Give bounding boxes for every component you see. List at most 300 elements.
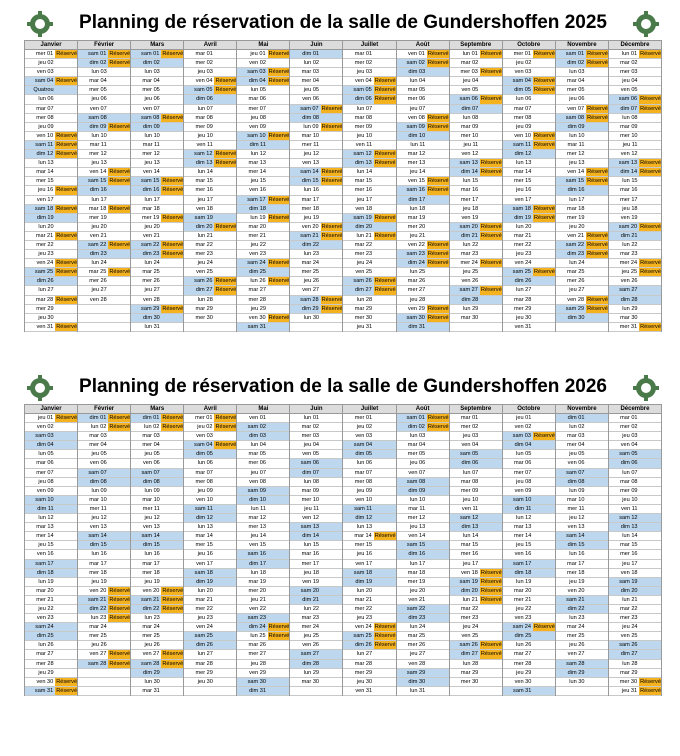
- day-cell[interactable]: [343, 77, 395, 86]
- day-cell[interactable]: [609, 123, 661, 132]
- day-cell[interactable]: [237, 168, 289, 177]
- day-cell[interactable]: [184, 132, 236, 141]
- day-cell[interactable]: [78, 487, 130, 496]
- day-cell[interactable]: [556, 578, 608, 587]
- day-cell[interactable]: [131, 487, 183, 496]
- day-cell[interactable]: [503, 669, 555, 678]
- day-cell[interactable]: [25, 478, 77, 487]
- day-cell[interactable]: [25, 50, 77, 59]
- day-cell[interactable]: [290, 268, 342, 277]
- day-cell[interactable]: [131, 323, 183, 332]
- day-cell[interactable]: [290, 660, 342, 669]
- day-cell[interactable]: [131, 305, 183, 314]
- day-cell[interactable]: [184, 68, 236, 77]
- day-cell[interactable]: [397, 232, 449, 241]
- day-cell[interactable]: [290, 523, 342, 532]
- day-cell[interactable]: [609, 105, 661, 114]
- day-cell[interactable]: [25, 596, 77, 605]
- day-cell[interactable]: [609, 223, 661, 232]
- day-cell[interactable]: [503, 641, 555, 650]
- day-cell[interactable]: [290, 605, 342, 614]
- day-cell[interactable]: [556, 678, 608, 687]
- day-cell[interactable]: [609, 77, 661, 86]
- day-cell[interactable]: [290, 541, 342, 550]
- day-cell[interactable]: [556, 478, 608, 487]
- day-cell[interactable]: [450, 223, 502, 232]
- day-cell[interactable]: [237, 614, 289, 623]
- day-cell[interactable]: [25, 641, 77, 650]
- day-cell[interactable]: [290, 650, 342, 659]
- day-cell[interactable]: [184, 259, 236, 268]
- day-cell[interactable]: [131, 132, 183, 141]
- day-cell[interactable]: [25, 514, 77, 523]
- day-cell[interactable]: [609, 205, 661, 214]
- day-cell[interactable]: [237, 205, 289, 214]
- day-cell[interactable]: [78, 141, 130, 150]
- day-cell[interactable]: [556, 286, 608, 295]
- day-cell[interactable]: [609, 660, 661, 669]
- day-cell[interactable]: [184, 505, 236, 514]
- day-cell[interactable]: [609, 159, 661, 168]
- day-cell[interactable]: [397, 141, 449, 150]
- day-cell[interactable]: [131, 469, 183, 478]
- day-cell[interactable]: [237, 450, 289, 459]
- day-cell[interactable]: [237, 186, 289, 195]
- day-cell[interactable]: [237, 560, 289, 569]
- day-cell[interactable]: [503, 232, 555, 241]
- day-cell[interactable]: [184, 532, 236, 541]
- day-cell[interactable]: [290, 469, 342, 478]
- day-cell[interactable]: [237, 587, 289, 596]
- day-cell[interactable]: [131, 296, 183, 305]
- day-cell[interactable]: [609, 414, 661, 423]
- day-cell[interactable]: [131, 541, 183, 550]
- day-cell[interactable]: [556, 123, 608, 132]
- day-cell[interactable]: [343, 268, 395, 277]
- day-cell[interactable]: [609, 469, 661, 478]
- day-cell[interactable]: [343, 323, 395, 332]
- day-cell[interactable]: [503, 478, 555, 487]
- day-cell[interactable]: [343, 650, 395, 659]
- day-cell[interactable]: [131, 569, 183, 578]
- day-cell[interactable]: [503, 214, 555, 223]
- day-cell[interactable]: [25, 669, 77, 678]
- day-cell[interactable]: [290, 678, 342, 687]
- day-cell[interactable]: [397, 186, 449, 195]
- day-cell[interactable]: [503, 196, 555, 205]
- day-cell[interactable]: [237, 223, 289, 232]
- day-cell[interactable]: [397, 623, 449, 632]
- day-cell[interactable]: [503, 587, 555, 596]
- day-cell[interactable]: [343, 432, 395, 441]
- day-cell[interactable]: [290, 50, 342, 59]
- day-cell[interactable]: [609, 86, 661, 95]
- day-cell[interactable]: [503, 550, 555, 559]
- day-cell[interactable]: [343, 687, 395, 696]
- day-cell[interactable]: [343, 114, 395, 123]
- day-cell[interactable]: [131, 669, 183, 678]
- day-cell[interactable]: [78, 469, 130, 478]
- day-cell[interactable]: [397, 687, 449, 696]
- day-cell[interactable]: [78, 569, 130, 578]
- day-cell[interactable]: [78, 614, 130, 623]
- day-cell[interactable]: [25, 423, 77, 432]
- day-cell[interactable]: [397, 150, 449, 159]
- day-cell[interactable]: [397, 105, 449, 114]
- day-cell[interactable]: [25, 150, 77, 159]
- day-cell[interactable]: [25, 623, 77, 632]
- day-cell[interactable]: [503, 614, 555, 623]
- day-cell[interactable]: [556, 141, 608, 150]
- day-cell[interactable]: [609, 214, 661, 223]
- day-cell[interactable]: [290, 114, 342, 123]
- day-cell[interactable]: [343, 578, 395, 587]
- day-cell[interactable]: [290, 205, 342, 214]
- day-cell[interactable]: [78, 432, 130, 441]
- day-cell[interactable]: [78, 578, 130, 587]
- day-cell[interactable]: [556, 50, 608, 59]
- day-cell[interactable]: [290, 168, 342, 177]
- day-cell[interactable]: [184, 487, 236, 496]
- day-cell[interactable]: [184, 241, 236, 250]
- day-cell[interactable]: [450, 296, 502, 305]
- day-cell[interactable]: [131, 286, 183, 295]
- day-cell[interactable]: [343, 587, 395, 596]
- day-cell[interactable]: [397, 541, 449, 550]
- day-cell[interactable]: [397, 505, 449, 514]
- day-cell[interactable]: [397, 305, 449, 314]
- day-cell[interactable]: [397, 414, 449, 423]
- day-cell[interactable]: [397, 323, 449, 332]
- day-cell[interactable]: [237, 505, 289, 514]
- day-cell[interactable]: [25, 432, 77, 441]
- day-cell[interactable]: [450, 205, 502, 214]
- day-cell[interactable]: [609, 286, 661, 295]
- day-cell[interactable]: [450, 286, 502, 295]
- day-cell[interactable]: [290, 478, 342, 487]
- day-cell[interactable]: [397, 296, 449, 305]
- day-cell[interactable]: [343, 68, 395, 77]
- day-cell[interactable]: [78, 214, 130, 223]
- day-cell[interactable]: [184, 523, 236, 532]
- day-cell[interactable]: [343, 123, 395, 132]
- day-cell[interactable]: [25, 650, 77, 659]
- day-cell[interactable]: [78, 241, 130, 250]
- day-cell[interactable]: [25, 469, 77, 478]
- day-cell[interactable]: [450, 68, 502, 77]
- day-cell[interactable]: [78, 623, 130, 632]
- day-cell[interactable]: [343, 560, 395, 569]
- day-cell[interactable]: [25, 450, 77, 459]
- day-cell[interactable]: [503, 296, 555, 305]
- day-cell[interactable]: [397, 432, 449, 441]
- day-cell[interactable]: [503, 469, 555, 478]
- day-cell[interactable]: [503, 259, 555, 268]
- day-cell[interactable]: [397, 487, 449, 496]
- day-cell[interactable]: [290, 459, 342, 468]
- day-cell[interactable]: [237, 77, 289, 86]
- day-cell[interactable]: [609, 186, 661, 195]
- day-cell[interactable]: [78, 105, 130, 114]
- day-cell[interactable]: [609, 560, 661, 569]
- day-cell[interactable]: [78, 150, 130, 159]
- day-cell[interactable]: [556, 223, 608, 232]
- day-cell[interactable]: [290, 423, 342, 432]
- day-cell[interactable]: [343, 614, 395, 623]
- day-cell[interactable]: [78, 186, 130, 195]
- day-cell[interactable]: [343, 141, 395, 150]
- day-cell[interactable]: [25, 550, 77, 559]
- day-cell[interactable]: [237, 323, 289, 332]
- day-cell[interactable]: [25, 296, 77, 305]
- day-cell[interactable]: [556, 68, 608, 77]
- day-cell[interactable]: [184, 641, 236, 650]
- day-cell[interactable]: [609, 569, 661, 578]
- day-cell[interactable]: [131, 86, 183, 95]
- day-cell[interactable]: [450, 168, 502, 177]
- day-cell[interactable]: [131, 641, 183, 650]
- day-cell[interactable]: [25, 205, 77, 214]
- day-cell[interactable]: [290, 223, 342, 232]
- day-cell[interactable]: [397, 469, 449, 478]
- day-cell[interactable]: [25, 77, 77, 86]
- day-cell[interactable]: [343, 296, 395, 305]
- day-cell[interactable]: [25, 268, 77, 277]
- day-cell[interactable]: [78, 68, 130, 77]
- day-cell[interactable]: [556, 168, 608, 177]
- day-cell[interactable]: [343, 569, 395, 578]
- day-cell[interactable]: [450, 450, 502, 459]
- day-cell[interactable]: [503, 414, 555, 423]
- day-cell[interactable]: [450, 505, 502, 514]
- day-cell[interactable]: [78, 123, 130, 132]
- day-cell[interactable]: [343, 505, 395, 514]
- day-cell[interactable]: [290, 305, 342, 314]
- day-cell[interactable]: [237, 150, 289, 159]
- day-cell[interactable]: [609, 323, 661, 332]
- day-cell[interactable]: [503, 560, 555, 569]
- day-cell[interactable]: [503, 632, 555, 641]
- day-cell[interactable]: [78, 514, 130, 523]
- day-cell[interactable]: [184, 159, 236, 168]
- day-cell[interactable]: [290, 286, 342, 295]
- day-cell[interactable]: [131, 196, 183, 205]
- day-cell[interactable]: [184, 296, 236, 305]
- day-cell[interactable]: [609, 650, 661, 659]
- day-cell[interactable]: [450, 459, 502, 468]
- day-cell[interactable]: [237, 541, 289, 550]
- day-cell[interactable]: [237, 532, 289, 541]
- day-cell[interactable]: [556, 95, 608, 104]
- day-cell[interactable]: [609, 277, 661, 286]
- day-cell[interactable]: [609, 432, 661, 441]
- day-cell[interactable]: [609, 678, 661, 687]
- day-cell[interactable]: [450, 487, 502, 496]
- day-cell[interactable]: [450, 159, 502, 168]
- day-cell[interactable]: [397, 578, 449, 587]
- day-cell[interactable]: [609, 578, 661, 587]
- day-cell[interactable]: [503, 596, 555, 605]
- day-cell[interactable]: [343, 86, 395, 95]
- day-cell[interactable]: [450, 532, 502, 541]
- day-cell[interactable]: [609, 605, 661, 614]
- day-cell[interactable]: [343, 186, 395, 195]
- day-cell[interactable]: [290, 123, 342, 132]
- day-cell[interactable]: [556, 669, 608, 678]
- day-cell[interactable]: [237, 268, 289, 277]
- day-cell[interactable]: [503, 496, 555, 505]
- day-cell[interactable]: [343, 95, 395, 104]
- day-cell[interactable]: [503, 250, 555, 259]
- day-cell[interactable]: [290, 132, 342, 141]
- day-cell[interactable]: [25, 186, 77, 195]
- day-cell[interactable]: [131, 68, 183, 77]
- day-cell[interactable]: [503, 623, 555, 632]
- day-cell[interactable]: [184, 560, 236, 569]
- day-cell[interactable]: [25, 141, 77, 150]
- day-cell[interactable]: [556, 186, 608, 195]
- day-cell[interactable]: [78, 196, 130, 205]
- day-cell[interactable]: [78, 505, 130, 514]
- day-cell[interactable]: [184, 141, 236, 150]
- day-cell[interactable]: [556, 596, 608, 605]
- day-cell[interactable]: [131, 314, 183, 323]
- day-cell[interactable]: [556, 532, 608, 541]
- day-cell[interactable]: [397, 560, 449, 569]
- day-cell[interactable]: [556, 268, 608, 277]
- day-cell[interactable]: [556, 177, 608, 186]
- day-cell[interactable]: [609, 532, 661, 541]
- day-cell[interactable]: [290, 196, 342, 205]
- day-cell[interactable]: [343, 660, 395, 669]
- day-cell[interactable]: [78, 478, 130, 487]
- day-cell[interactable]: [25, 496, 77, 505]
- day-cell[interactable]: [450, 214, 502, 223]
- day-cell[interactable]: [556, 86, 608, 95]
- day-cell[interactable]: [131, 505, 183, 514]
- day-cell[interactable]: [397, 77, 449, 86]
- day-cell[interactable]: [25, 232, 77, 241]
- day-cell[interactable]: [609, 150, 661, 159]
- day-cell[interactable]: [131, 95, 183, 104]
- day-cell[interactable]: [397, 241, 449, 250]
- day-cell[interactable]: [290, 669, 342, 678]
- day-cell[interactable]: [25, 305, 77, 314]
- day-cell[interactable]: [78, 132, 130, 141]
- day-cell[interactable]: [184, 286, 236, 295]
- day-cell[interactable]: [290, 232, 342, 241]
- day-cell[interactable]: [25, 132, 77, 141]
- day-cell[interactable]: [450, 305, 502, 314]
- day-cell[interactable]: [131, 250, 183, 259]
- day-cell[interactable]: [556, 423, 608, 432]
- day-cell[interactable]: [450, 414, 502, 423]
- day-cell[interactable]: [450, 196, 502, 205]
- day-cell[interactable]: [131, 450, 183, 459]
- day-cell[interactable]: [609, 50, 661, 59]
- day-cell[interactable]: [556, 660, 608, 669]
- day-cell[interactable]: [609, 132, 661, 141]
- day-cell[interactable]: [397, 423, 449, 432]
- day-cell[interactable]: [184, 123, 236, 132]
- day-cell[interactable]: [131, 423, 183, 432]
- day-cell[interactable]: [556, 432, 608, 441]
- day-cell[interactable]: [609, 296, 661, 305]
- day-cell[interactable]: [609, 114, 661, 123]
- day-cell[interactable]: [290, 505, 342, 514]
- day-cell[interactable]: [556, 632, 608, 641]
- day-cell[interactable]: [184, 277, 236, 286]
- day-cell[interactable]: [343, 314, 395, 323]
- day-cell[interactable]: [290, 532, 342, 541]
- day-cell[interactable]: [503, 141, 555, 150]
- day-cell[interactable]: [237, 232, 289, 241]
- day-cell[interactable]: [397, 250, 449, 259]
- day-cell[interactable]: [503, 168, 555, 177]
- day-cell[interactable]: [503, 605, 555, 614]
- day-cell[interactable]: [131, 105, 183, 114]
- day-cell[interactable]: [450, 95, 502, 104]
- day-cell[interactable]: [343, 223, 395, 232]
- day-cell[interactable]: [184, 250, 236, 259]
- day-cell[interactable]: [397, 650, 449, 659]
- day-cell[interactable]: [609, 496, 661, 505]
- day-cell[interactable]: [343, 232, 395, 241]
- day-cell[interactable]: [184, 496, 236, 505]
- day-cell[interactable]: [343, 305, 395, 314]
- day-cell[interactable]: [397, 277, 449, 286]
- day-cell[interactable]: [609, 305, 661, 314]
- day-cell[interactable]: [397, 205, 449, 214]
- day-cell[interactable]: [131, 141, 183, 150]
- day-cell[interactable]: [450, 77, 502, 86]
- day-cell[interactable]: [343, 196, 395, 205]
- day-cell[interactable]: [556, 232, 608, 241]
- day-cell[interactable]: [184, 205, 236, 214]
- day-cell[interactable]: [503, 505, 555, 514]
- day-cell[interactable]: [184, 669, 236, 678]
- day-cell[interactable]: [184, 605, 236, 614]
- day-cell[interactable]: [25, 177, 77, 186]
- day-cell[interactable]: [397, 286, 449, 295]
- day-cell[interactable]: [556, 514, 608, 523]
- day-cell[interactable]: [131, 214, 183, 223]
- day-cell[interactable]: [290, 596, 342, 605]
- day-cell[interactable]: [503, 159, 555, 168]
- day-cell[interactable]: [397, 587, 449, 596]
- day-cell[interactable]: [290, 59, 342, 68]
- day-cell[interactable]: [503, 123, 555, 132]
- day-cell[interactable]: [131, 605, 183, 614]
- day-cell[interactable]: [78, 177, 130, 186]
- day-cell[interactable]: [450, 650, 502, 659]
- day-cell[interactable]: [397, 50, 449, 59]
- day-cell[interactable]: [290, 86, 342, 95]
- day-cell[interactable]: [237, 478, 289, 487]
- day-cell[interactable]: [343, 414, 395, 423]
- day-cell[interactable]: [503, 441, 555, 450]
- day-cell[interactable]: [397, 632, 449, 641]
- day-cell[interactable]: [78, 277, 130, 286]
- day-cell[interactable]: [609, 259, 661, 268]
- day-cell[interactable]: [343, 177, 395, 186]
- day-cell[interactable]: [343, 59, 395, 68]
- day-cell[interactable]: [184, 569, 236, 578]
- day-cell[interactable]: [397, 196, 449, 205]
- day-cell[interactable]: [343, 487, 395, 496]
- day-cell[interactable]: [450, 186, 502, 195]
- day-cell[interactable]: [343, 514, 395, 523]
